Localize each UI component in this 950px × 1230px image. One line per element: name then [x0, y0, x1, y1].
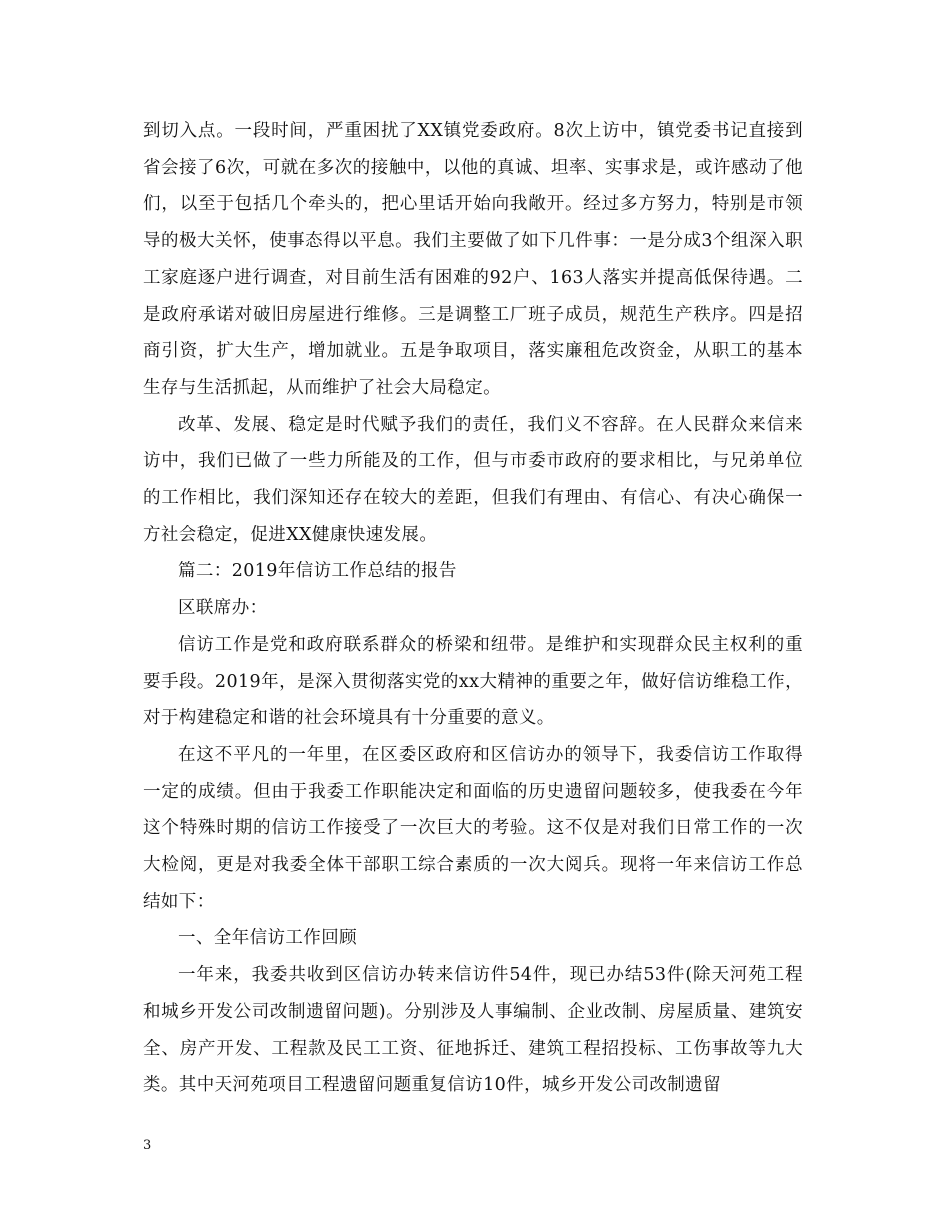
paragraph-reform-stability: 改革、发展、稳定是时代赋予我们的责任，我们义不容辞。在人民群众来信来访中，我们已做了一些力所能及的工作，但与市委市政府的要求相比，与兄弟单位的工作相比，我们深知还存在较大的差距，但我们有理由、有信心、有决心确保一方社会稳定，促进XX健康快速发展。: [143, 414, 803, 545]
paragraph-petition-importance: 信访工作是党和政府联系群众的桥梁和纽带。是维护和实现群众民主权利的重要手段。2019年，是深入贯彻落实党的xx大精神的重要之年，做好信访维稳工作，对于构建稳定和谐的社会环境具有十分重要的意义。: [143, 634, 803, 729]
document-body: [143, 113, 803, 1104]
paragraph-statistics: 一年来，我委共收到区信访办转来信访件54件，现已办结53件(除天河苑工程和城乡开发公司改制遗留问题)。分别涉及人事编制、企业改制、房屋质量、建筑安全、房产开发、工程款及民工工资、征地拆迁、建筑工程招投标、工伤事故等九大类。其中天河苑项目工程遗留问题重复信访10件，城乡开发公司改制遗留: [143, 965, 803, 1096]
subheading-review: 一、全年信访工作回顾: [178, 928, 357, 949]
paragraph-year-summary: 在这不平凡的一年里，在区委区政府和区信访办的领导下，我委信访工作取得一定的成绩。但由于我委工作职能决定和面临的历史遗留问题较多，使我委在今年这个特殊时期的信访工作接受了一次巨大的考验。这不仅是对我们日常工作的一次大检阅，更是对我委全体干部职工综合素质的一次大阅兵。现将一年来信访工作总结如下：: [143, 744, 803, 912]
paragraph-continuation: 到切入点。一段时间，严重困扰了XX镇党委政府。8次上访中，镇党委书记直接到省会接了6次，可就在多次的接触中，以他的真诚、坦率、实事求是，或许感动了他们，以至于包括几个牵头的，把心里话开始向我敞开。经过多方努力，特别是市领导的极大关怀，使事态得以平息。我们主要做了如下几件事：一是分成3个组深入职工家庭逐户进行调查，对目前生活有困难的92户、163人落实并提高低保待遇。二是政府承诺对破旧房屋进行维修。三是调整工厂班子成员，规范生产秩序。四是招商引资，扩大生产，增加就业。五是争取项目，落实廉租危改资金，从职工的基本生存与生活抓起，从而维护了社会大局稳定。: [143, 121, 803, 398]
section-heading-part-two: 篇二：2019年信访工作总结的报告: [178, 561, 457, 582]
page-number: 3: [143, 1138, 152, 1153]
addressee-line: 区联席办：: [178, 598, 268, 619]
